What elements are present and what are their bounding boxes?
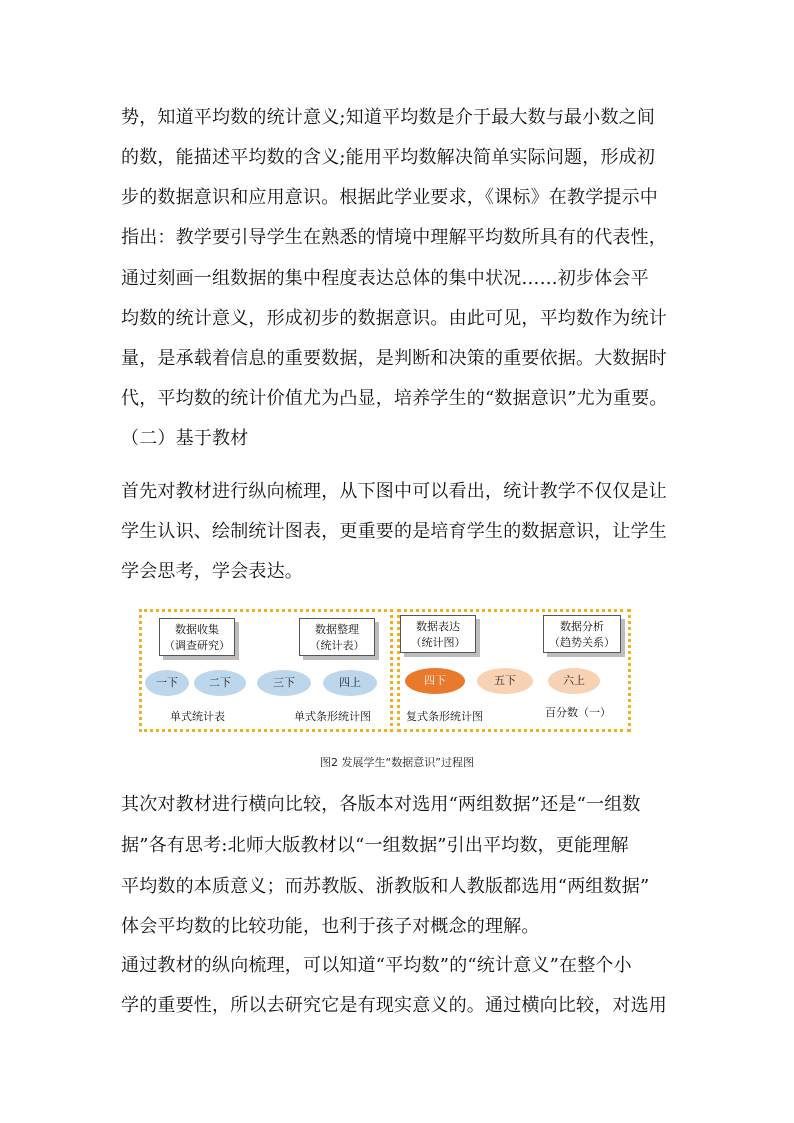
card-title: 数据表达 (416, 620, 460, 633)
card-title: 数据整理 (315, 623, 359, 636)
text-line: 指出：教学要引导学生在熟悉的情境中理解平均数所具有的代表性， (121, 227, 667, 248)
card-data-organization (299, 618, 375, 656)
grade-3b: 三下 (257, 670, 311, 696)
label-single-table: 单式统计表 (170, 710, 225, 723)
grade-4b: 四下 (405, 668, 465, 694)
text-line: 据”各有思考:北师大版教材以“一组数据”引出平均数，更能理解 (121, 835, 629, 856)
grade-1b: 一下 (145, 670, 189, 696)
text-line: 首先对教材进行纵向梳理，从下图中可以看出，统计教学不仅仅是让 (121, 481, 667, 502)
text-line: 均数的统计意义，形成初步的数据意识。由此可见，平均数作为统计 (121, 308, 667, 329)
text-line: 学的重要性，所以去研究它是有现实意义的。通过横向比较，对选用 (121, 995, 667, 1016)
card-subtitle: （统计图） (410, 636, 466, 649)
card-title: 数据分析 (560, 620, 604, 633)
grade-4a: 四上 (323, 670, 377, 696)
text-line: 的数，能描述平均数的含义;能用平均数解决简单实际问题，形成初 (121, 147, 656, 168)
text-line: 步的数据意识和应用意识。根据此学业要求，《课标》在教学提示中 (121, 187, 658, 208)
grade-6a: 六上 (548, 668, 600, 694)
text-line: 通过刻画一组数据的集中程度表达总体的集中状况……初步体会平 (121, 268, 649, 289)
label-compound-bar: 复式条形统计图 (406, 710, 483, 723)
label-single-bar: 单式条形统计图 (294, 710, 371, 723)
text-line: 量，是承载着信息的重要数据，是判断和决策的重要依据。大数据时 (121, 348, 667, 369)
card-subtitle: （趋势关系） (549, 636, 615, 649)
card-data-analysis (543, 615, 621, 653)
card-subtitle: （统计表） (309, 639, 365, 652)
text-line: 代，平均数的统计价值尤为凸显，培养学生的“数据意识”尤为重要。 (121, 388, 668, 409)
text-line: 通过教材的纵向梳理，可以知道“平均数”的“统计意义”在整个小 (121, 955, 632, 976)
text-line: 学生认识、绘制统计图表，更重要的是培育学生的数据意识，让学生 (121, 521, 667, 542)
section-heading: （二）基于教材 (121, 428, 249, 449)
text-line: 学会思考，学会表达。 (121, 561, 303, 582)
card-title: 数据收集 (175, 623, 219, 636)
card-subtitle: （调查研究） (164, 639, 230, 652)
text-line: 势，知道平均数的统计意义;知道平均数是介于最大数与最小数之间 (121, 107, 656, 128)
grade-2b: 二下 (194, 670, 246, 696)
text-line: 平均数的本质意义；而苏教版、浙教版和人教版都选用“两组数据” (121, 876, 650, 897)
text-line: 其次对教材进行横向比较，各版本对选用“两组数据”还是“一组数 (121, 794, 641, 815)
text-line: 体会平均数的比较功能，也利于孩子对概念的理解。 (121, 916, 540, 937)
label-percentage: 百分数（一） (545, 706, 611, 719)
card-data-collection (159, 618, 235, 656)
grade-5b: 五下 (477, 668, 533, 694)
card-data-expression (400, 615, 476, 653)
figure-caption: 图2 发展学生“数据意识”过程图 (320, 756, 474, 769)
